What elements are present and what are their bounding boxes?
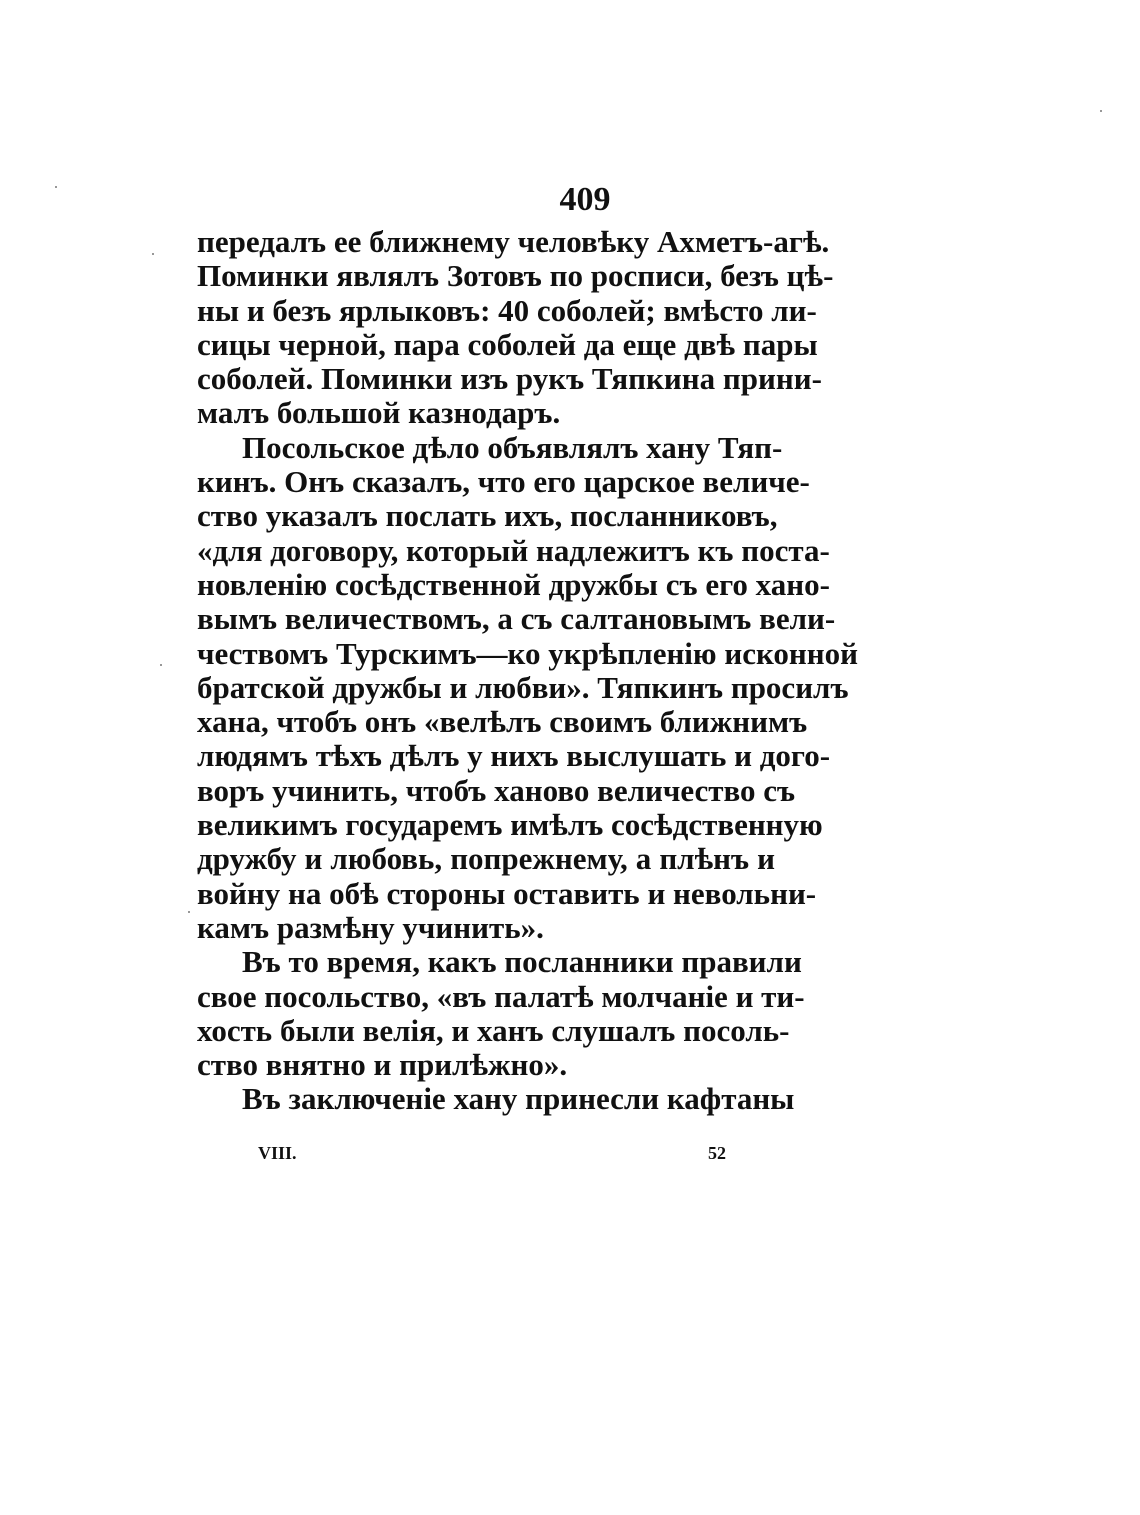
text-line: соболей. Поминки изъ рукъ Тяпкина прини- xyxy=(197,361,822,397)
text-line: вымъ величествомъ, а съ салтановымъ вели- xyxy=(197,601,836,637)
scan-speck xyxy=(160,664,162,666)
text-line: великимъ государемъ имѣлъ сосѣдственную xyxy=(197,807,823,843)
text-line: братской дружбы и любви». Тяпкинъ просилъ xyxy=(197,669,849,705)
text-line: чествомъ Турскимъ—ко укрѣпленію исконной xyxy=(197,635,859,671)
text-line: хость были велія, и ханъ слушалъ посоль- xyxy=(197,1012,790,1048)
page-number: 409 xyxy=(559,181,611,218)
text-line: Посольское дѣло объявлялъ хану Тяп- xyxy=(242,429,783,465)
text-line: ство указалъ послать ихъ, посланниковъ, xyxy=(197,498,778,534)
scan-speck xyxy=(55,186,57,188)
text-line: Въ заключеніе хану принесли кафтаны xyxy=(242,1081,795,1117)
text-line: Въ то время, какъ посланники правили xyxy=(242,944,802,980)
text-line: сицы черной, пара соболей да еще двѣ пары xyxy=(197,326,818,362)
text-line: передалъ ее ближнему человѣку Ахметъ-агѣ. xyxy=(197,224,830,259)
signature-mark: VIII. xyxy=(258,1143,297,1163)
text-line: камъ размѣну учинить». xyxy=(197,909,544,945)
text-line: войну на обѣ стороны оставить и невольни- xyxy=(197,875,817,911)
text-line: людямъ тѣхъ дѣлъ у нихъ выслушать и дого- xyxy=(197,738,831,774)
scan-speck xyxy=(188,911,190,913)
text-line: Поминки являлъ Зотовъ по росписи, безъ цѣ- xyxy=(197,258,834,294)
text-line: дружбу и любовь, попрежнему, а плѣнъ и xyxy=(197,841,775,877)
scan-speck xyxy=(152,253,154,255)
text-line: ство внятно и прилѣжно». xyxy=(197,1047,568,1083)
body-text xyxy=(197,224,859,1117)
scan-speck xyxy=(1100,110,1102,112)
text-line: новленію сосѣдственной дружбы съ его хано- xyxy=(197,566,830,602)
text-line: «для договору, который надлежитъ къ поста- xyxy=(197,532,830,568)
text-line: свое посольство, «въ палатѣ молчаніе и ти- xyxy=(197,978,805,1014)
text-line: кинъ. Онъ сказалъ, что его царское величе- xyxy=(197,464,810,500)
text-line: воръ учинить, чтобъ ханово величество съ xyxy=(197,772,796,808)
text-line: ны и безъ ярлыковъ: 40 соболей; вмѣсто ли- xyxy=(197,292,817,328)
text-line: хана, чтобъ онъ «велѣлъ своимъ ближнимъ xyxy=(197,704,808,740)
sheet-number: 52 xyxy=(708,1143,726,1163)
text-line: малъ большой казнодаръ. xyxy=(197,395,561,431)
